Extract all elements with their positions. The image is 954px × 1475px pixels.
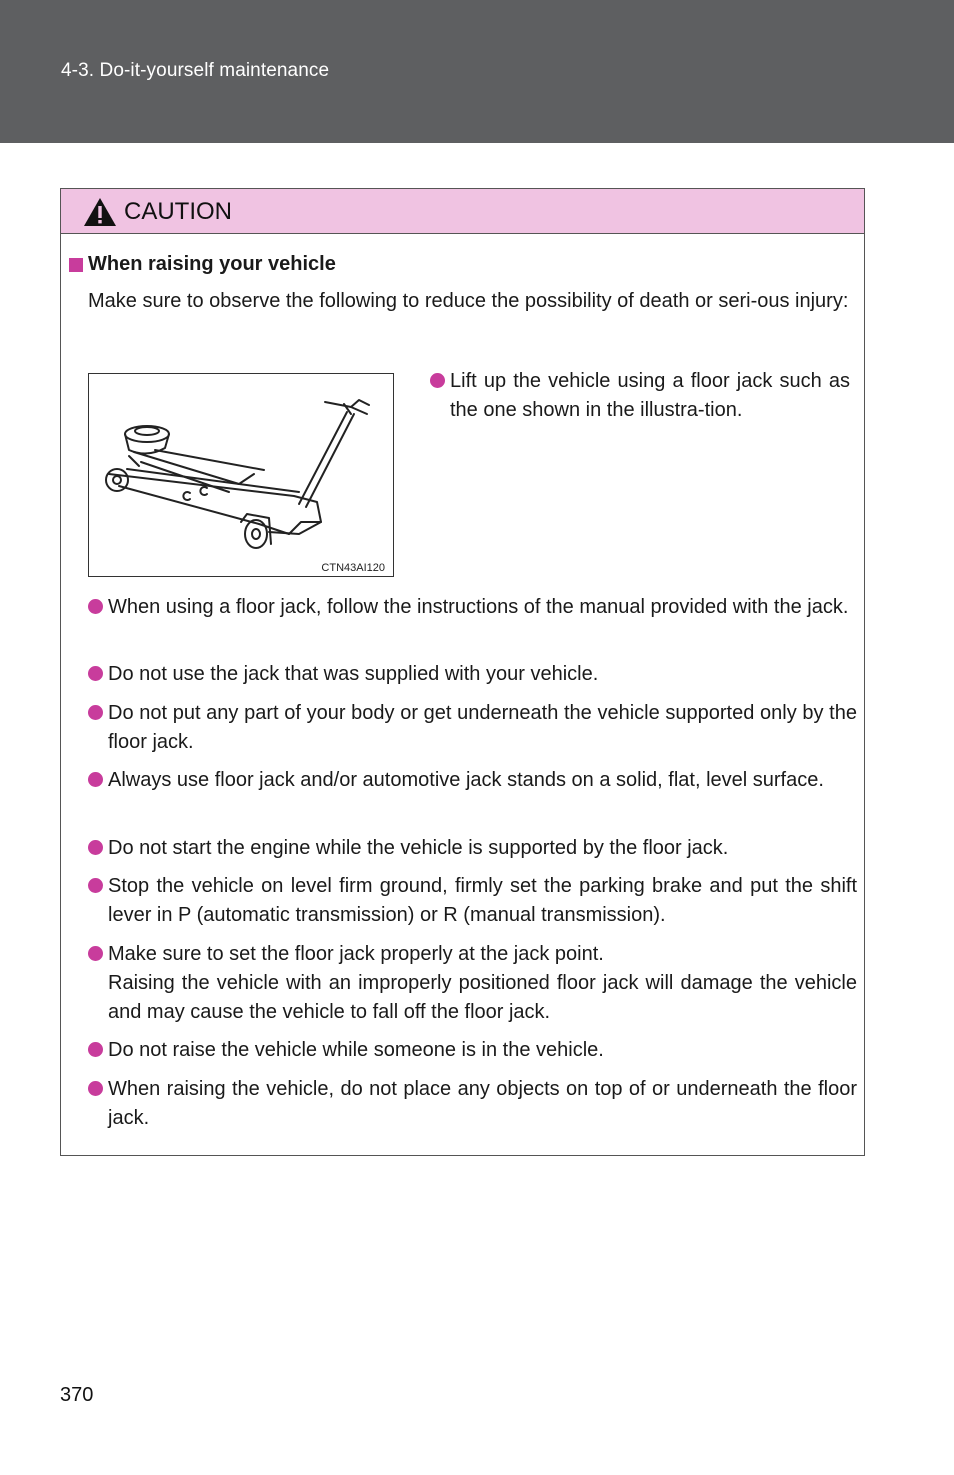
figure-code: CTN43AI120 [321,562,385,574]
bullet-dot-icon [88,666,103,681]
bullet-item [88,1036,857,1065]
caution-label: CAUTION [124,198,232,225]
floor-jack-figure [88,373,394,577]
intro-text: Make sure to observe the following to reduce the possibility of death or seri-ous injury: [88,290,849,312]
bullet-text: When using a floor jack, follow the instructions of the manual provided with the jack. [108,596,849,618]
bullet-dot-icon [88,878,103,893]
bullet-text: Do not raise the vehicle while someone is in the vehicle. [108,1039,604,1061]
section-heading-text: When raising your vehicle [88,253,336,275]
bullet-text: Do not use the jack that was supplied with your vehicle. [108,663,599,685]
bullet-dot-icon [88,946,103,961]
bullet-text: Always use floor jack and/or automotive jack stands on a solid, flat, level surface. [108,769,824,791]
bullet-dot-icon [88,1081,103,1096]
bullet-item [88,940,857,1027]
bullet-text: Do not put any part of your body or get underneath the vehicle supported only by the floor jack. [108,702,857,753]
bullet-dot-icon [88,772,103,787]
bullet-item [88,1075,857,1133]
warning-triangle-icon [83,197,117,227]
bullet-dot-icon [430,373,445,388]
caution-box [60,188,865,1156]
bullet-item [88,699,857,757]
caution-header [61,189,864,234]
chapter-title: 4-3. Do-it-yourself maintenance [61,60,330,81]
bullet-text: Stop the vehicle on level firm ground, firmly set the parking brake and put the shift lever in P (automatic transmission) or R (manual transmission). [108,875,857,926]
page-header [0,0,954,143]
bullet-note: Raising the vehicle with an improperly positioned floor jack will damage the vehicle and may cause the vehicle to fall off the floor jack. [108,972,857,1023]
bullet-item [88,766,857,795]
section-heading [69,253,336,276]
bullet-item [88,593,857,622]
bullet-dot-icon [88,599,103,614]
bullet-text: When raising the vehicle, do not place any objects on top of or underneath the floor jack. [108,1078,857,1129]
bullet-item [88,660,857,689]
bullet-dot-icon [88,1042,103,1057]
square-bullet-icon [69,258,83,272]
bullet-text: Do not start the engine while the vehicle is supported by the floor jack. [108,837,729,859]
bullet-dot-icon [88,840,103,855]
bullet-item [430,367,850,425]
bullet-item [88,834,857,863]
bullet-text: Lift up the vehicle using a floor jack such as the one shown in the illustra-tion. [450,370,850,421]
bullet-dot-icon [88,705,103,720]
bullet-text: Make sure to set the floor jack properly at the jack point. [108,943,604,965]
page-number: 370 [60,1384,94,1406]
floor-jack-illustration-icon [89,374,393,576]
bullet-item [88,872,857,930]
